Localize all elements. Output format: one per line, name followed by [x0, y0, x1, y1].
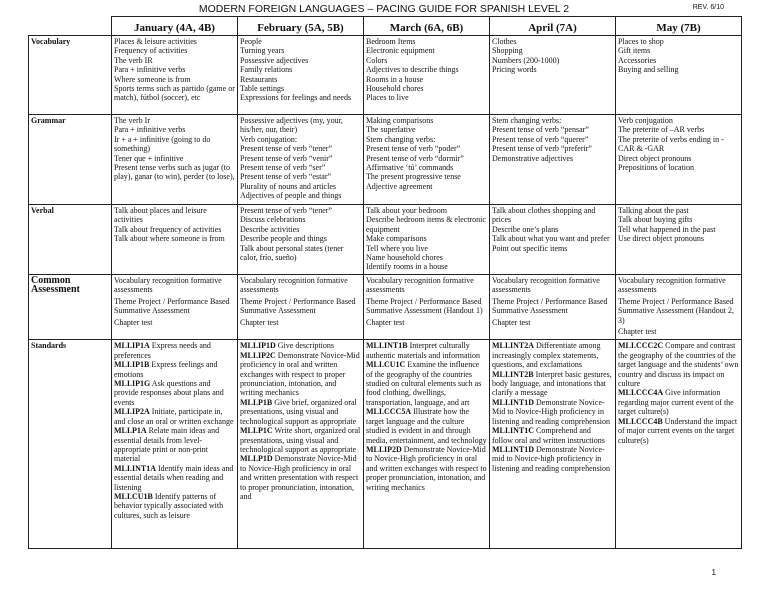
cell-line: Tell what happened in the past	[618, 224, 716, 234]
standard-item	[114, 464, 235, 492]
standard-code: MLI.IP1D	[240, 341, 276, 351]
cell-line: Talk about places and leisure activities	[114, 206, 207, 225]
cell-line: Present tense verbs such as jugar (to play), ganar (to win), perder (to lose),	[114, 163, 235, 182]
cell-line: Stem changing verbs:	[492, 116, 562, 125]
cell	[490, 275, 616, 340]
row-label: Vocabulary	[29, 36, 112, 115]
cell-line: Places & leisure activities	[114, 37, 197, 46]
cell-line: Make comparisons	[366, 234, 427, 244]
standard-description: Express needs and preferences	[114, 341, 211, 360]
cell-line: Discuss celebrations	[240, 215, 306, 225]
cell-line: Clothes	[492, 37, 517, 46]
assessment-item: Theme Project / Performance Based Summative Assessment	[114, 296, 230, 316]
assessment-item: Chapter test	[240, 317, 279, 327]
standard-item	[618, 341, 739, 388]
cell-line: Possessive adjectives (my, your, his/her, our, their)	[240, 116, 343, 135]
standard-description: Demonstrate Novice-Mid to Novice-High proficiency in listening and reading comprehension	[492, 397, 610, 426]
cell-line: Talk about personal states (tener calor, frío, sueño)	[240, 243, 344, 263]
standard-item	[492, 341, 613, 369]
cell-line: Present tense of verb “querer”	[492, 134, 589, 144]
cell-line: People	[240, 37, 262, 46]
cell-line: Talk about buying gifts	[618, 215, 693, 225]
standard-code: MLI.P1D	[240, 454, 273, 464]
assessment-item: Theme Project / Performance Based Summative Assessment (Handout 2, 3)	[618, 296, 734, 325]
cell-line: Electronic equipment	[366, 46, 435, 56]
assessment-item: Vocabulary recognition formative assessments	[240, 276, 348, 295]
column-header: January (4A, 4B)	[112, 17, 238, 36]
standard-description: Give brief, organized oral presentations, using visual and technological support as appropriate	[240, 397, 357, 426]
standard-code: MLI.CU1B	[114, 491, 153, 501]
cell-line: The preterite of –AR verbs	[618, 125, 705, 135]
column-header: April (7A)	[490, 17, 616, 36]
cell-line: Para + infinitive verbs	[114, 125, 186, 135]
standard-code: MLI.CCC4A	[618, 388, 664, 398]
cell	[238, 340, 364, 549]
cell-line: Present tense of verb “ser”	[240, 163, 326, 173]
standard-description: Compare and contrast the geography of the countries of the target language and the students’ own country and discuss its impact on culture	[618, 341, 739, 389]
standard-description: Identify main ideas and essential details when reading and listening	[114, 463, 234, 492]
standard-item	[114, 407, 235, 426]
column-header: February (5A, 5B)	[238, 17, 364, 36]
cell-line: The verb IR	[114, 55, 153, 65]
assessment-item: Vocabulary recognition formative assessments	[618, 276, 726, 295]
cell	[364, 36, 490, 115]
cell-line: Shopping	[492, 46, 523, 56]
corner-cell	[29, 17, 112, 36]
assessment-item: Chapter test	[366, 317, 405, 327]
page-number: 1	[711, 568, 716, 577]
cell-line: Table settings	[240, 84, 285, 94]
standard-item	[492, 445, 613, 473]
assessment-item: Theme Project / Performance Based Summative Assessment	[240, 296, 356, 316]
standard-code: MLI.INT2B	[492, 369, 534, 379]
cell	[616, 275, 742, 340]
standard-description: Examine the influence of the geography of the countries studied on cultural elements such as food clothing, dwellings, transportation, language, and art	[366, 360, 482, 407]
standard-description: Understand the impact of major current events on the target culture(s)	[618, 416, 738, 445]
cell-line: Present tense of verb “estar”	[240, 172, 332, 182]
cell	[238, 275, 364, 340]
row-common-assessment	[29, 275, 742, 340]
cell-line: Talk about clothes shopping and prices	[492, 206, 596, 225]
cell	[490, 205, 616, 275]
cell-line: Talk about your bedroom	[366, 206, 447, 215]
cell	[490, 115, 616, 205]
standard-code: MLI.CU1C	[366, 360, 406, 370]
row-grammar	[29, 115, 742, 205]
cell-line: The superlative	[366, 125, 416, 135]
standard-description: Give information regarding major current event of the target culture(s)	[618, 388, 734, 417]
cell	[112, 36, 238, 115]
cell	[616, 340, 742, 549]
standard-item	[618, 388, 739, 416]
cell-line: Family relations	[240, 65, 293, 75]
cell	[490, 340, 616, 549]
row-standards	[29, 340, 742, 549]
standard-item	[492, 426, 613, 445]
standard-code: MLI.P1A	[114, 426, 147, 436]
standard-item	[114, 492, 235, 520]
cell-line: Sports terms such as partido (game or match), fútbol (soccer), etc	[114, 84, 235, 103]
standard-item	[366, 360, 487, 407]
column-header: March (6A, 6B)	[364, 17, 490, 36]
assessment-item: Chapter test	[114, 317, 153, 327]
cell-line: Describe bedroom items & electronic equipment	[366, 215, 486, 234]
cell-line: Present tense of verb “dormir”	[366, 153, 464, 163]
cell	[238, 205, 364, 275]
standard-code: MLI.IP2C	[240, 350, 276, 360]
cell-line: Numbers (200-1000)	[492, 55, 560, 65]
assessment-item: Chapter test	[618, 327, 657, 337]
cell	[364, 340, 490, 549]
cell-line: Present tense of verb “pensar”	[492, 125, 589, 135]
standard-item	[240, 351, 361, 398]
cell-line: Use direct object pronouns	[618, 234, 704, 244]
standard-description: Illustrate how the target language and the culture studied is evident in and through media, entertainment, and technology	[366, 407, 487, 445]
row-label: Standards	[29, 340, 112, 549]
standard-description: Initiate, participate in, and close an oral or written exchange	[114, 407, 234, 426]
cell-line: Places to live	[366, 93, 409, 103]
cell-line: Tener que + infinitive	[114, 153, 184, 163]
cell	[112, 340, 238, 549]
standard-description: Write short, organized oral presentations, using visual and technological support as appropriate	[240, 426, 361, 454]
standard-code: MLI.INT1D	[492, 397, 535, 407]
standard-code: MLI.INT1A	[114, 463, 157, 473]
cell-line: Making comparisons	[366, 116, 434, 125]
row-vocabulary	[29, 36, 742, 115]
standard-item	[618, 417, 739, 445]
standard-code: MLI.P1C	[240, 426, 273, 436]
cell	[616, 36, 742, 115]
standard-item	[114, 360, 235, 379]
page-header	[0, 3, 768, 17]
cell-line: Present tense of verb “tener”	[240, 144, 332, 154]
cell-line: Adjective agreement	[366, 181, 433, 191]
standard-description: Give descriptions	[275, 341, 334, 351]
cell-line: Bedroom Items	[366, 37, 416, 46]
standard-code: MLI.INT1C	[492, 426, 535, 436]
cell	[616, 115, 742, 205]
standard-description: Interpret basic gestures, body language, and intonations that clarify a message	[492, 369, 612, 398]
cell	[112, 275, 238, 340]
standard-description: Differentiate among increasingly complex statements, questions, and exclamations	[492, 341, 601, 370]
standard-description: Demonstrate Novice-mid to Novice-high proficiency in listening and reading comprehension	[492, 444, 610, 473]
standard-item	[114, 341, 235, 360]
cell-line: Present tense of verb “poder”	[366, 144, 461, 154]
assessment-item: Theme Project / Performance Based Summative Assessment (Handout 1)	[366, 296, 483, 316]
cell-line: Describe activities	[240, 224, 300, 234]
cell	[364, 205, 490, 275]
cell-line: Gift items	[618, 46, 651, 56]
cell-line: The present progressive tense	[366, 172, 461, 182]
standard-description: Demonstrate Novice-Mid proficiency in oral and written exchanges with respect to proper pronunciation, intonation, and writing mechanics	[240, 350, 360, 398]
standard-item	[366, 341, 487, 360]
standard-code: MLI.INT1B	[366, 341, 408, 351]
row-verbal	[29, 205, 742, 275]
cell	[112, 205, 238, 275]
pacing-guide-table	[28, 16, 742, 549]
standard-item	[240, 426, 361, 454]
cell-line: Pricing words	[492, 65, 537, 75]
cell-line: Demonstrative adjectives	[492, 153, 574, 163]
cell-line: Accessories	[618, 55, 657, 65]
cell	[364, 115, 490, 205]
standard-code: MLI.INT2A	[492, 341, 535, 351]
standard-description: Demonstrate Novice-Mid to Novice-High proficiency in oral and written exchanges with respect to proper pronunciation, intonation, and writing mechanics	[366, 444, 487, 492]
standard-item	[492, 398, 613, 426]
assessment-item: Theme Project / Performance Based Summative Assessment	[492, 296, 608, 316]
standard-item	[366, 445, 487, 492]
standard-code: MLI.IP1A	[114, 341, 150, 351]
cell-line: Para + infinitive verbs	[114, 65, 186, 75]
standard-item	[240, 454, 361, 501]
cell-line: Talk about what you want and prefer	[492, 234, 610, 244]
cell-line: Identify rooms in a house	[366, 262, 448, 272]
standard-item	[240, 341, 361, 350]
standard-item	[366, 407, 487, 445]
assessment-item: Vocabulary recognition formative assessments	[114, 276, 222, 295]
cell-line: Frequency of activities	[114, 46, 188, 56]
cell-line: Describe one’s plans	[492, 224, 559, 234]
standard-item	[240, 398, 361, 426]
standard-description: Ask questions and provide responses about plans and events	[114, 379, 224, 407]
standard-code: MLI.IP2A	[114, 407, 150, 417]
cell	[238, 36, 364, 115]
cell-line: Ir + a + infinitive (going to do something)	[114, 134, 211, 154]
cell-line: Possessive adjectives	[240, 55, 309, 65]
cell-line: Name household chores	[366, 253, 443, 263]
cell-line: Present tense of verb “venir”	[240, 153, 333, 163]
row-label: Grammar	[29, 115, 112, 205]
standard-code: MLI.IP1B	[114, 360, 150, 370]
cell-line: Describe people and things	[240, 234, 327, 244]
cell-line: The preterite of verbs ending in -CAR & -GAR	[618, 134, 724, 154]
standard-description: Identify patterns of behavior typically associated with cultures, such as leisure	[114, 491, 224, 520]
cell-line: Expressions for feelings and needs	[240, 93, 352, 103]
cell-line: Rooms in a house	[366, 74, 424, 84]
standard-code: MLI.IP1G	[114, 379, 151, 389]
column-header: May (7B)	[616, 17, 742, 36]
cell-line: Adjectives of people and things	[240, 191, 342, 201]
standard-code: MLI.P1B	[240, 397, 273, 407]
standard-code: MLI.IP2D	[366, 444, 402, 454]
assessment-item: Vocabulary recognition formative assessments	[492, 276, 600, 295]
cell-line: Colors	[366, 55, 388, 65]
cell-line: Plurality of nouns and articles	[240, 181, 336, 191]
assessment-item: Vocabulary recognition formative assessments	[366, 276, 474, 295]
cell	[490, 36, 616, 115]
standard-code: MLI.INT1D	[492, 444, 535, 454]
standard-code: MLI.CCC4B	[618, 416, 663, 426]
cell-line: Buying and selling	[618, 65, 679, 75]
cell-line: Turning years	[240, 46, 285, 56]
assessment-item: Chapter test	[492, 317, 531, 327]
cell-line: Adjectives to describe things	[366, 65, 459, 75]
standard-code: MLI.CCC2C	[618, 341, 664, 351]
cell	[238, 115, 364, 205]
standard-item	[114, 426, 235, 464]
page-title: MODERN FOREIGN LANGUAGES – PACING GUIDE FOR SPANISH LEVEL 2	[198, 3, 570, 15]
standard-code: MLI.CCC5A	[366, 407, 412, 417]
cell-line: Verb conjugation:	[240, 134, 298, 144]
standard-description: Interpret culturally authentic materials and information	[366, 341, 480, 360]
standard-description: Express feelings and emotions	[114, 360, 218, 379]
cell-line: Verb conjugation	[618, 116, 673, 125]
cell-line: Direct object pronouns	[618, 153, 692, 163]
cell-line: Affirmative ‘tú’ commands	[366, 163, 454, 173]
cell-line: Tell where you live	[366, 243, 428, 253]
standard-description: Comprehend and follow oral and written instructions	[492, 426, 605, 445]
cell	[364, 275, 490, 340]
cell-line: Household chores	[366, 84, 424, 94]
cell-line: Point out specific items	[492, 243, 568, 253]
cell-line: Places to shop	[618, 37, 664, 46]
row-label: Verbal	[29, 205, 112, 275]
cell-line: Talk about where someone is from	[114, 234, 225, 244]
cell-line: Present tense of verb “preferir”	[492, 144, 592, 154]
cell-line: Stem changing verbs:	[366, 134, 436, 144]
cell-line: Talking about the past	[618, 206, 689, 215]
cell-line: Restaurants	[240, 74, 278, 84]
cell	[616, 205, 742, 275]
cell-line: The verb Ir	[114, 116, 150, 125]
header-row	[29, 17, 742, 36]
standard-item	[492, 370, 613, 398]
row-label: Common Assessment	[29, 275, 112, 340]
standard-description: Demonstrate Novice-Mid to Novice-High proficiency in oral and written presentation with respect to proper pronunciation, intonation, and	[240, 454, 359, 501]
standard-item	[114, 379, 235, 407]
cell-line: Present tense of verb “tener”	[240, 206, 332, 215]
revision-label: REV. 6/10	[692, 4, 724, 11]
cell-line: Prepositions of location	[618, 163, 694, 173]
standard-description: Relate main ideas and essential details from level-appropriate print or non-print material	[114, 426, 220, 464]
cell	[112, 115, 238, 205]
cell-line: Talk about frequency of activities	[114, 224, 222, 234]
cell-line: Where someone is from	[114, 74, 191, 84]
